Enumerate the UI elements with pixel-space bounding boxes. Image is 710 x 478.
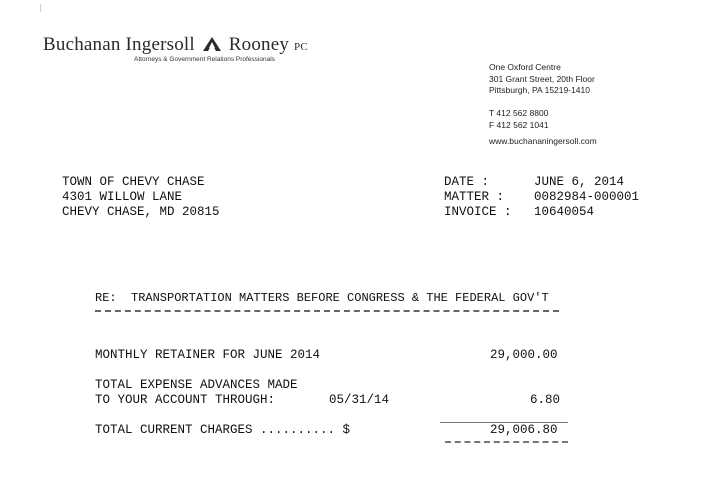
address-line: One Oxford Centre bbox=[489, 62, 561, 72]
re-line: RE: TRANSPORTATION MATTERS BEFORE CONGRESS & THE FEDERAL GOV'T bbox=[95, 291, 549, 305]
firm-phones bbox=[489, 108, 549, 131]
invoice-value: 10640054 bbox=[534, 205, 595, 219]
total-label: TOTAL CURRENT CHARGES .......... $ bbox=[95, 423, 351, 437]
firm-address bbox=[489, 62, 595, 97]
firm-tagline: Attorneys & Government Relations Professionals bbox=[134, 56, 275, 63]
recipient-street: 4301 WILLOW LANE bbox=[62, 190, 183, 204]
address-line: 301 Grant Street, 20th Floor bbox=[489, 73, 595, 84]
date-label: DATE : bbox=[444, 175, 490, 189]
phone-number: T 412 562 8800 bbox=[489, 108, 549, 118]
recipient-city: CHEVY CHASE, MD 20815 bbox=[62, 205, 220, 219]
date-value: JUNE 6, 2014 bbox=[534, 175, 625, 189]
firm-name: Buchanan Ingersoll bbox=[43, 34, 195, 55]
firm-logo bbox=[43, 34, 308, 58]
total-amount: 29,006.80 bbox=[490, 423, 558, 437]
retainer-label: MONTHLY RETAINER FOR JUNE 2014 bbox=[95, 348, 321, 362]
expense-label-1: TOTAL EXPENSE ADVANCES MADE bbox=[95, 378, 298, 392]
fax-number: F 412 562 1041 bbox=[489, 119, 549, 130]
recipient-name: TOWN OF CHEVY CHASE bbox=[62, 175, 205, 189]
firm-website: www.buchananingersoll.com bbox=[489, 136, 597, 146]
invoice-label: INVOICE : bbox=[444, 205, 512, 219]
expense-amount: 6.80 bbox=[530, 393, 561, 407]
expense-date: 05/31/14 bbox=[329, 393, 390, 407]
matter-value: 0082984-000001 bbox=[534, 190, 640, 204]
address-line: Pittsburgh, PA 15219-1410 bbox=[489, 85, 590, 95]
firm-name-2: Rooney bbox=[228, 34, 290, 55]
retainer-amount: 29,000.00 bbox=[490, 348, 558, 362]
expense-label-2: TO YOUR ACCOUNT THROUGH: bbox=[95, 393, 276, 407]
ampersand-logo-icon bbox=[202, 36, 222, 58]
matter-label: MATTER : bbox=[444, 190, 505, 204]
firm-suffix: PC bbox=[294, 41, 308, 53]
scan-mark bbox=[40, 4, 41, 12]
re-divider bbox=[95, 310, 559, 312]
total-rule-bottom bbox=[445, 441, 568, 443]
